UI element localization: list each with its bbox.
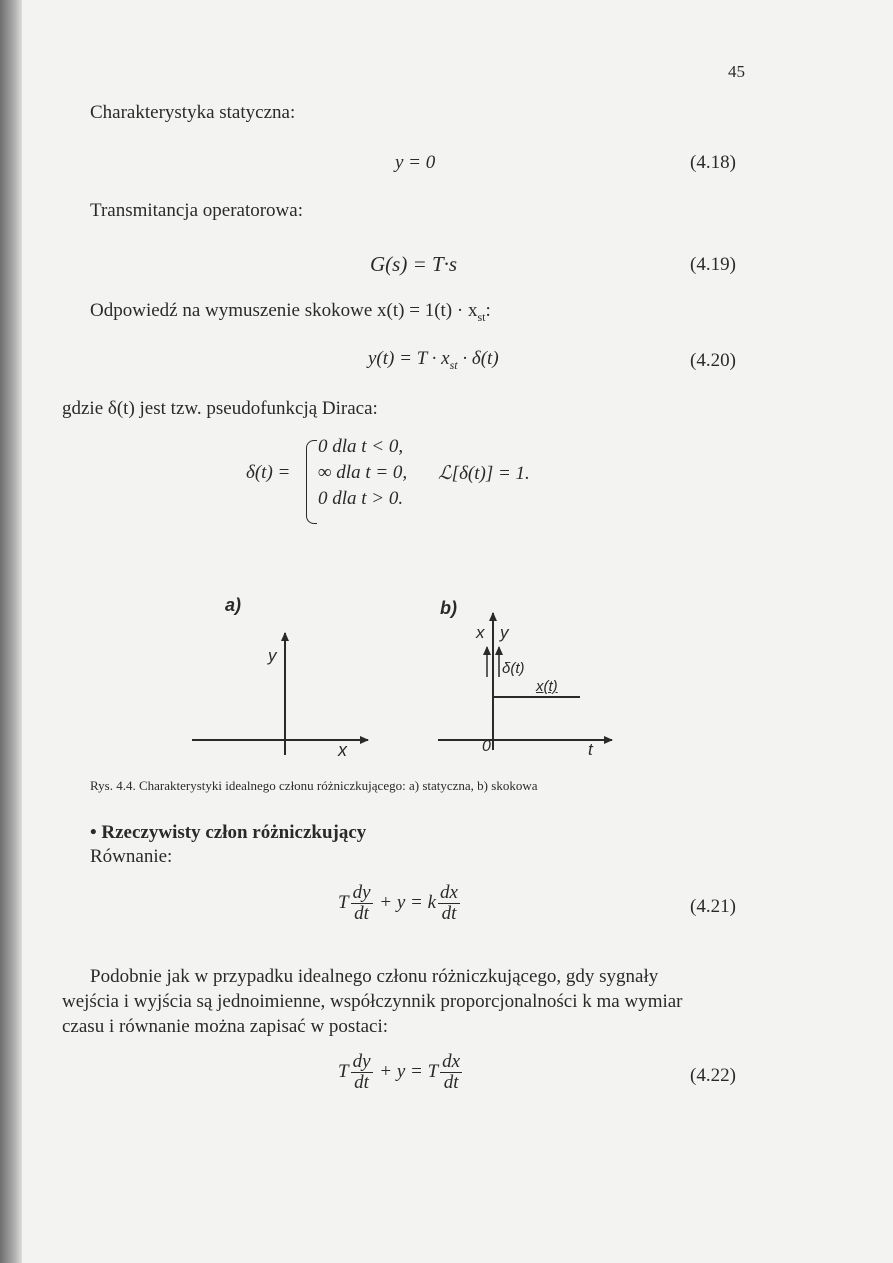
paragraph-line-3: czasu i równanie można zapisać w postaci: xyxy=(62,1016,389,1037)
equation-number-4-19: (4.19) xyxy=(690,254,736,275)
equation-4-21: T $\frac{dy}{dt}$ + y = k $\frac{dx}{dt}$ xyxy=(338,882,458,924)
panel-b-label: b) xyxy=(440,598,457,618)
step-response-intro: Odpowiedź na wymuszenie skokowe $x(t) = 1(t) \cdot x_{st}$: xyxy=(90,300,491,324)
figure-4-4 xyxy=(180,595,640,770)
figure-caption: Rys. 4.4. Charakterystyki idealnego członu różniczkującego: a) statyczna, b) skokowa xyxy=(90,778,538,793)
page-number: 45 xyxy=(728,62,745,81)
dirac-label: δ(t) xyxy=(502,660,525,677)
panel-a-y-label: y xyxy=(268,646,277,665)
book-spine-shadow xyxy=(0,0,22,1263)
equation-4-20: $y(t) = T \cdot x_{st} \cdot \delta(t)$ xyxy=(368,348,499,372)
dirac-case-1: 0 dla t < 0, xyxy=(318,436,404,457)
paragraph-line-1: Podobnie jak w przypadku idealnego członu różniczkującego, gdy sygnały xyxy=(90,966,659,987)
laplace-transform: ℒ[δ(t)] = 1. xyxy=(438,463,530,484)
panel-b-y-label: y xyxy=(500,623,509,642)
dirac-case-3: 0 dla t > 0. xyxy=(318,488,404,509)
panel-b-t-label: t xyxy=(588,740,593,759)
panel-a-x-label: x xyxy=(338,740,347,760)
static-characteristic-heading: Charakterystyka statyczna: xyxy=(90,102,296,123)
equation-4-22: T $\frac{dy}{dt}$ + y = T $\frac{dx}{dt}$ xyxy=(338,1051,461,1093)
paragraph-line-2: wejścia i wyjścia są jednoimienne, współczynnik proporcjonalności k ma wymiar xyxy=(62,991,683,1012)
equation-number-4-18: (4.18) xyxy=(690,152,736,173)
cases-brace xyxy=(306,440,317,524)
panel-a-label: a) xyxy=(225,595,242,615)
equation-number-4-21: (4.21) xyxy=(690,896,736,917)
dirac-lhs: δ(t) = xyxy=(246,462,291,483)
panel-b-origin: 0 xyxy=(482,738,491,755)
equation-4-18: y = 0 xyxy=(395,152,436,173)
step-label: x(t) xyxy=(536,678,558,695)
dirac-case-2: ∞ dla t = 0, xyxy=(318,462,408,483)
equation-number-4-20: (4.20) xyxy=(690,350,736,371)
section-heading: • Rzeczywisty człon różniczkujący xyxy=(90,822,367,843)
equation-4-19: G(s) = T·s xyxy=(370,252,458,276)
dirac-intro: gdzie δ(t) jest tzw. pseudofunkcją Diraca: xyxy=(62,398,378,419)
equation-number-4-22: (4.22) xyxy=(690,1065,736,1086)
panel-b-x-label: x xyxy=(476,623,485,642)
equation-label: Równanie: xyxy=(90,846,173,867)
transmittance-heading: Transmitancja operatorowa: xyxy=(90,200,303,221)
